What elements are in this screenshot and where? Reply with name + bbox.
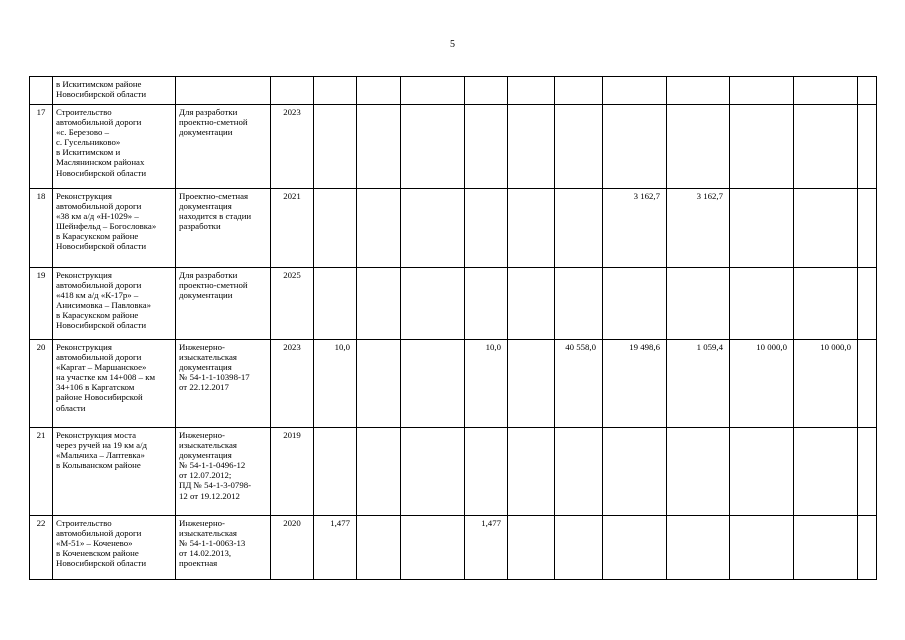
- value-cell: [730, 516, 794, 580]
- value-cell: [555, 428, 603, 516]
- value-cell: [730, 428, 794, 516]
- value-cell: [555, 189, 603, 268]
- value-cell: [465, 105, 508, 189]
- value-cell: 10 000,0: [794, 340, 858, 428]
- table-row: [30, 516, 877, 580]
- value-cell: [603, 77, 667, 105]
- table-row: [30, 428, 877, 516]
- value-cell: [667, 105, 730, 189]
- value-cell: 19 498,6: [603, 340, 667, 428]
- year: 2019: [271, 428, 314, 516]
- object-name: Строительство автомобильной дороги «с. Березово – с. Гусельниково» в Искитимском и Маслянинском районах Новосибирской области: [53, 105, 176, 189]
- table-row: [30, 268, 877, 340]
- row-number: 22: [30, 516, 53, 580]
- value-cell: [314, 77, 357, 105]
- value-cell: [508, 105, 555, 189]
- row-number: 17: [30, 105, 53, 189]
- value-cell: [858, 189, 877, 268]
- value-cell: 10 000,0: [730, 340, 794, 428]
- value-cell: [555, 105, 603, 189]
- value-cell: [603, 516, 667, 580]
- value-cell: 40 558,0: [555, 340, 603, 428]
- value-cell: [858, 105, 877, 189]
- value-cell: [667, 268, 730, 340]
- value-cell: [465, 428, 508, 516]
- object-name: Реконструкция моста через ручей на 19 км а/д «Мальчиха – Лаптевка» в Колыванском районе: [53, 428, 176, 516]
- value-cell: [858, 268, 877, 340]
- value-cell: 1,477: [314, 516, 357, 580]
- value-cell: [357, 516, 401, 580]
- value-cell: [603, 428, 667, 516]
- value-cell: [508, 268, 555, 340]
- value-cell: [730, 189, 794, 268]
- value-cell: [314, 268, 357, 340]
- document-basis: Для разработки проектно-сметной документации: [176, 105, 271, 189]
- document-basis: Инженерно- изыскательская документация № 54-1-1-0496-12 от 12.07.2012; ПД № 54-1-3-0798- 12 от 19.12.2012: [176, 428, 271, 516]
- table-row: [30, 77, 877, 105]
- row-number: 19: [30, 268, 53, 340]
- value-cell: 1 059,4: [667, 340, 730, 428]
- value-cell: [314, 428, 357, 516]
- value-cell: [730, 268, 794, 340]
- value-cell: [401, 77, 465, 105]
- value-cell: [401, 268, 465, 340]
- row-number: 20: [30, 340, 53, 428]
- value-cell: [401, 516, 465, 580]
- value-cell: [465, 268, 508, 340]
- year: 2023: [271, 340, 314, 428]
- document-basis: Инженерно- изыскательская документация № 54-1-1-10398-17 от 22.12.2017: [176, 340, 271, 428]
- value-cell: [858, 516, 877, 580]
- value-cell: [667, 428, 730, 516]
- value-cell: 1,477: [465, 516, 508, 580]
- value-cell: [401, 428, 465, 516]
- value-cell: [357, 105, 401, 189]
- value-cell: [314, 189, 357, 268]
- value-cell: [357, 189, 401, 268]
- year: 2021: [271, 189, 314, 268]
- value-cell: [357, 268, 401, 340]
- value-cell: [314, 105, 357, 189]
- value-cell: [603, 268, 667, 340]
- road-construction-table: [29, 76, 877, 580]
- value-cell: [357, 428, 401, 516]
- table-row: [30, 189, 877, 268]
- value-cell: [555, 268, 603, 340]
- value-cell: [667, 516, 730, 580]
- value-cell: [508, 428, 555, 516]
- value-cell: 3 162,7: [603, 189, 667, 268]
- value-cell: 10,0: [465, 340, 508, 428]
- value-cell: [357, 340, 401, 428]
- object-name: Реконструкция автомобильной дороги «418 км а/д «К-17р» – Анисимовка – Павловка» в Карасукском районе Новосибирской области: [53, 268, 176, 340]
- value-cell: [794, 268, 858, 340]
- value-cell: [858, 340, 877, 428]
- value-cell: [794, 105, 858, 189]
- value-cell: [667, 77, 730, 105]
- value-cell: [730, 105, 794, 189]
- object-name: в Искитимском районе Новосибирской области: [53, 77, 176, 105]
- value-cell: [858, 428, 877, 516]
- object-name: Реконструкция автомобильной дороги «38 км а/д «Н-1029» – Шейнфельд – Богословка» в Карасукском районе Новосибирской области: [53, 189, 176, 268]
- year: 2020: [271, 516, 314, 580]
- row-number: 21: [30, 428, 53, 516]
- value-cell: [603, 105, 667, 189]
- year: 2025: [271, 268, 314, 340]
- value-cell: [730, 77, 794, 105]
- value-cell: [508, 516, 555, 580]
- year: 2023: [271, 105, 314, 189]
- page-number: 5: [450, 39, 455, 50]
- value-cell: 3 162,7: [667, 189, 730, 268]
- document-basis: [176, 77, 271, 105]
- row-number: 18: [30, 189, 53, 268]
- value-cell: [508, 77, 555, 105]
- value-cell: [401, 105, 465, 189]
- value-cell: [357, 77, 401, 105]
- object-name: Реконструкция автомобильной дороги «Каргат – Маршанское» на участке км 14+008 – км 34+106 в Каргатском районе Новосибирской области: [53, 340, 176, 428]
- value-cell: [555, 516, 603, 580]
- table-row: [30, 105, 877, 189]
- value-cell: [794, 189, 858, 268]
- document-basis: Проектно-сметная документация находится в стадии разработки: [176, 189, 271, 268]
- value-cell: [555, 77, 603, 105]
- value-cell: [858, 77, 877, 105]
- object-name: Строительство автомобильной дороги «М-51» – Коченево» в Коченевском районе Новосибирской области: [53, 516, 176, 580]
- value-cell: [794, 428, 858, 516]
- value-cell: 10,0: [314, 340, 357, 428]
- value-cell: [794, 516, 858, 580]
- value-cell: [794, 77, 858, 105]
- value-cell: [465, 77, 508, 105]
- value-cell: [401, 340, 465, 428]
- value-cell: [508, 189, 555, 268]
- document-basis: Для разработки проектно-сметной документации: [176, 268, 271, 340]
- value-cell: [508, 340, 555, 428]
- year: [271, 77, 314, 105]
- value-cell: [465, 189, 508, 268]
- document-basis: Инженерно- изыскательская № 54-1-1-0063-13 от 14.02.2013, проектная: [176, 516, 271, 580]
- row-number: [30, 77, 53, 105]
- value-cell: [401, 189, 465, 268]
- table-row: [30, 340, 877, 428]
